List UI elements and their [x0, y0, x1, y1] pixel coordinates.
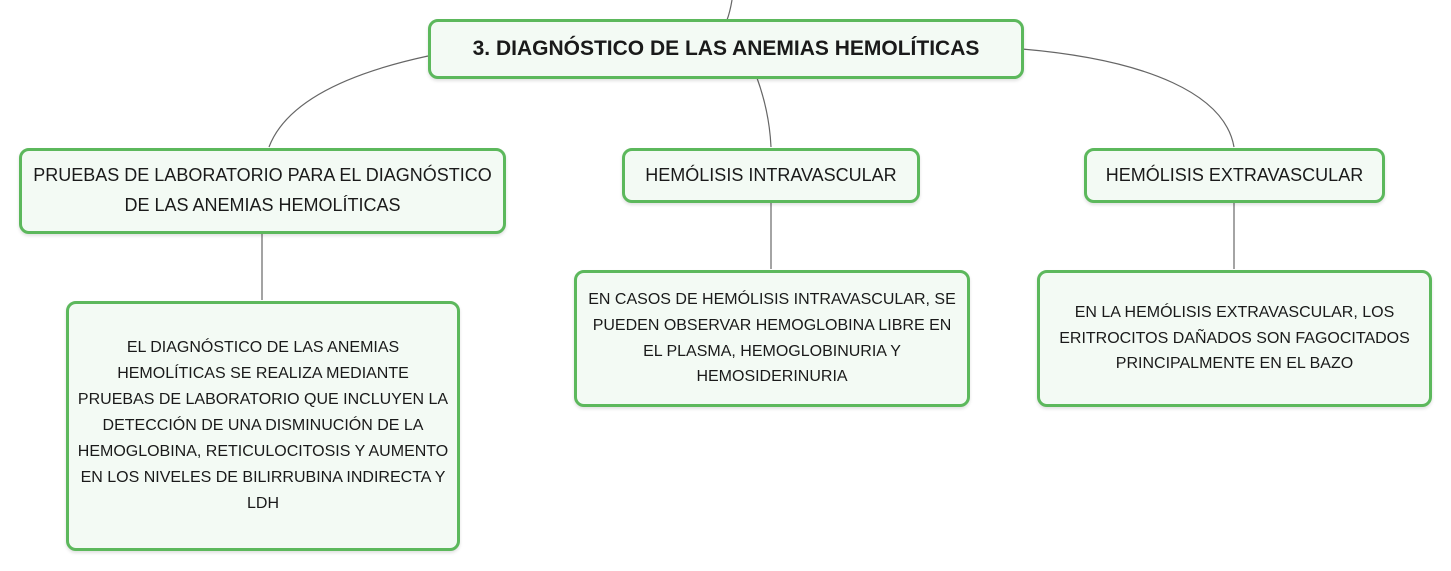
topic-laboratory-tests[interactable]	[19, 148, 506, 234]
root-topic[interactable]	[428, 19, 1024, 79]
detail-extravascular-hemolysis-text: EN LA HEMÓLISIS EXTRAVASCULAR, LOS ERITROCITOS DAÑADOS SON FAGOCITADOS PRINCIPALMENTE EN EL BAZO	[1059, 303, 1410, 373]
topic-extravascular-hemolysis[interactable]	[1084, 148, 1385, 203]
connector-root-to-extravascular	[1022, 49, 1234, 147]
connector-parent-to-root	[727, 0, 732, 20]
topic-intravascular-hemolysis-label: HEMÓLISIS INTRAVASCULAR	[645, 164, 897, 185]
detail-laboratory-tests[interactable]	[66, 301, 460, 551]
detail-intravascular-hemolysis[interactable]	[574, 270, 970, 407]
root-topic-label: 3. DIAGNÓSTICO DE LAS ANEMIAS HEMOLÍTICAS	[472, 37, 980, 61]
detail-extravascular-hemolysis[interactable]	[1037, 270, 1432, 407]
connector-root-to-laboratory	[269, 56, 428, 147]
topic-intravascular-hemolysis[interactable]	[622, 148, 920, 203]
topic-extravascular-hemolysis-label: HEMÓLISIS EXTRAVASCULAR	[1105, 164, 1364, 185]
topic-laboratory-tests-label: PRUEBAS DE LABORATORIO PARA EL DIAGNÓSTICO DE LAS ANEMIAS HEMOLÍTICAS	[33, 165, 492, 215]
connector-root-to-intravascular	[757, 78, 771, 147]
detail-intravascular-hemolysis-text: EN CASOS DE HEMÓLISIS INTRAVASCULAR, SE PUEDEN OBSERVAR HEMOGLOBINA LIBRE EN EL PLASMA, HEMOGLOBINURIA Y HEMOSIDERINURIA	[588, 290, 956, 386]
detail-laboratory-tests-text: EL DIAGNÓSTICO DE LAS ANEMIAS HEMOLÍTICAS SE REALIZA MEDIANTE PRUEBAS DE LABORATORIO QUE INCLUYEN LA DETECCIÓN DE UNA DISMINUCIÓN DE LA HEMOGLOBINA, RETICULOCITOSIS Y AUMENTO EN LOS NIVELES DE BILIRRUBINA INDIRECTA Y LDH	[77, 339, 449, 512]
